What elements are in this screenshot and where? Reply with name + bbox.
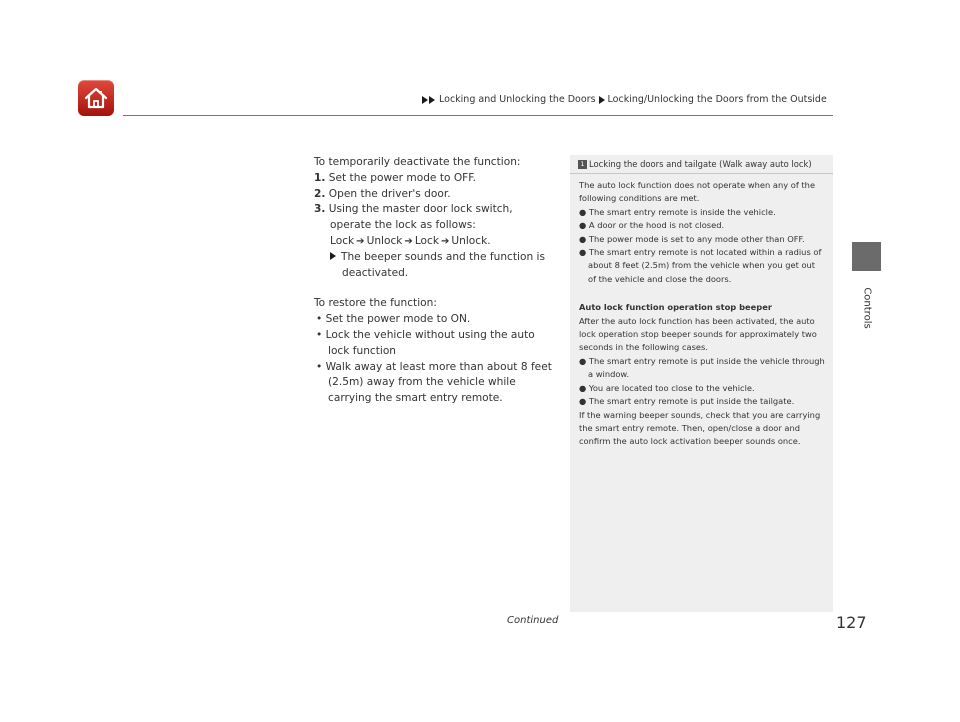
condition-item: ● The smart entry remote is inside the vehicle. bbox=[579, 206, 776, 217]
home-button[interactable] bbox=[78, 80, 114, 116]
main-content bbox=[314, 155, 554, 407]
condition-item: ● A door or the hood is not closed. bbox=[579, 220, 725, 231]
step-number: 2. bbox=[314, 187, 326, 200]
restore-item-text: Lock the vehicle without using the auto lock function bbox=[325, 328, 535, 357]
sequence-item: Unlock bbox=[366, 234, 403, 247]
note-heading bbox=[570, 155, 833, 174]
chapter-tab-marker[interactable] bbox=[852, 242, 881, 271]
case-text: The smart entry remote is put inside the tailgate. bbox=[588, 396, 795, 407]
condition-text: The smart entry remote is inside the vehicle. bbox=[588, 206, 776, 217]
step-text: Open the driver's door. bbox=[328, 187, 451, 200]
step-1 bbox=[314, 171, 554, 187]
bullet-icon: • bbox=[316, 313, 323, 326]
condition-text: The power mode is set to any mode other than OFF. bbox=[588, 233, 805, 244]
closing-text: If the warning beeper sounds, check that you are carrying the smart entry remote. Then, open/close a door and confirm the auto lock activation beeper sounds once. bbox=[579, 409, 821, 447]
note-sidebar bbox=[570, 155, 833, 612]
breadcrumb-section-link[interactable]: Locking and Unlocking the Doors bbox=[439, 94, 596, 105]
beeper-title: Auto lock function operation stop beeper bbox=[579, 302, 772, 313]
restore-item bbox=[314, 312, 554, 328]
restore-item-text: Walk away at least more than about 8 feet (2.5m) away from the vehicle while carrying the smart entry remote. bbox=[325, 360, 552, 405]
note-heading-text: Locking the doors and tailgate (Walk away auto lock) bbox=[589, 159, 812, 169]
breadcrumb bbox=[422, 94, 827, 105]
step-text: Set the power mode to OFF. bbox=[328, 171, 477, 184]
bullet-icon: • bbox=[316, 328, 323, 341]
restore-item bbox=[314, 328, 554, 360]
step-number: 3. bbox=[314, 203, 326, 216]
header-rule bbox=[123, 115, 833, 116]
step-3 bbox=[314, 202, 554, 234]
continued-label: Continued bbox=[507, 615, 559, 626]
intro-text: To temporarily deactivate the function: bbox=[314, 156, 521, 168]
sequence-item: Lock bbox=[330, 234, 355, 247]
arrow-right-icon: ➔ bbox=[440, 235, 450, 247]
case-text: The smart entry remote is put inside the vehicle through a window. bbox=[588, 355, 825, 380]
breadcrumb-arrow-icon bbox=[422, 96, 428, 104]
bullet-icon: • bbox=[316, 360, 323, 373]
arrow-right-icon: ➔ bbox=[404, 235, 413, 247]
case-text: You are located too close to the vehicle. bbox=[588, 382, 755, 393]
page-number: 127 bbox=[836, 613, 867, 632]
result-label: The beeper sounds and the function is deactivated. bbox=[341, 250, 545, 279]
chapter-tab-label[interactable] bbox=[852, 278, 881, 338]
breadcrumb-page-title: Locking/Unlocking the Doors from the Outside bbox=[607, 94, 827, 105]
chapter-tab-text: Controls bbox=[861, 287, 872, 329]
beeper-text: After the auto lock function has been activated, the auto lock operation stop beeper sounds for approximately two seconds in the following cases. bbox=[579, 315, 817, 353]
home-icon bbox=[83, 86, 109, 110]
breadcrumb-arrow-icon bbox=[599, 96, 605, 104]
lock-sequence bbox=[314, 234, 554, 250]
sequence-item: Lock bbox=[414, 234, 439, 247]
step-number: 1. bbox=[314, 171, 326, 184]
restore-title: To restore the function: bbox=[314, 297, 437, 310]
condition-item: ● The smart entry remote is not located within a radius of about 8 feet (2.5m) from the vehicle when you get out of the vehicle and close the doors. bbox=[579, 247, 822, 284]
arrow-right-icon: ➔ bbox=[356, 235, 365, 247]
case-item: ● The smart entry remote is put inside the tailgate. bbox=[579, 396, 795, 407]
case-item: ● The smart entry remote is put inside the vehicle through a window. bbox=[579, 355, 825, 380]
result-arrow-icon bbox=[330, 252, 336, 260]
step-text: Using the master door lock switch, operate the lock as follows: bbox=[328, 203, 513, 232]
restore-item bbox=[314, 360, 554, 407]
case-item: ● You are located too close to the vehicle. bbox=[579, 382, 755, 393]
condition-item: ● The power mode is set to any mode other than OFF. bbox=[579, 233, 805, 244]
restore-item-text: Set the power mode to ON. bbox=[325, 313, 471, 326]
breadcrumb-arrow-icon bbox=[429, 96, 435, 104]
condition-text: The smart entry remote is not located within a radius of about 8 feet (2.5m) from the vehicle when you get out of the vehicle and close the doors. bbox=[588, 247, 822, 284]
note-body bbox=[570, 174, 833, 449]
bookmark-icon: 1 bbox=[578, 160, 587, 169]
note-intro: The auto lock function does not operate when any of the following conditions are met. bbox=[579, 180, 816, 204]
result-text bbox=[314, 250, 554, 282]
sequence-item: Unlock. bbox=[451, 234, 491, 247]
condition-text: A door or the hood is not closed. bbox=[588, 220, 725, 231]
step-2 bbox=[314, 187, 554, 203]
